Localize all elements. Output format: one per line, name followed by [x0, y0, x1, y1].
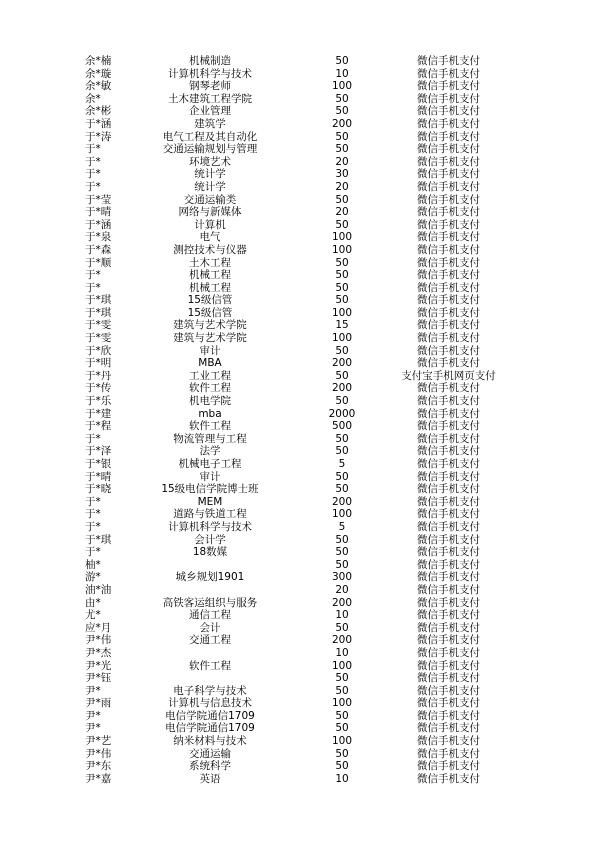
- major-cell: 建筑学: [194, 117, 226, 130]
- table-row: [80, 722, 520, 735]
- major-cell: 15级电信学院博士班: [161, 483, 259, 496]
- payment-method-cell: 微信手机支付: [417, 520, 480, 533]
- table-row: [80, 710, 520, 723]
- table-row: [80, 332, 520, 345]
- major-cell: 建筑与艺术学院: [173, 332, 247, 345]
- donor-name-cell: 于*森: [85, 243, 112, 256]
- payment-method-cell: 微信手机支付: [417, 697, 480, 710]
- payment-method-cell: 微信手机支付: [417, 470, 480, 483]
- payment-method-cell: 微信手机支付: [417, 80, 480, 93]
- table-row: [80, 282, 520, 295]
- payment-method-cell: 微信手机支付: [417, 659, 480, 672]
- donor-name-cell: 于*明: [85, 357, 112, 370]
- donor-name-cell: 于*: [85, 168, 101, 181]
- payment-method-cell: 微信手机支付: [417, 395, 480, 408]
- donor-name-cell: 于*: [85, 520, 101, 533]
- donation-table: [80, 55, 520, 785]
- amount-cell: 50: [335, 294, 349, 307]
- donor-name-cell: 于*程: [85, 420, 112, 433]
- major-cell: 交通运输规划与管理: [162, 143, 258, 156]
- donor-name-cell: 于*: [85, 180, 101, 193]
- major-cell: [125, 672, 295, 685]
- table-row: [80, 345, 520, 358]
- donor-name-cell: 余*璇: [85, 67, 112, 80]
- major-cell: 城乡规划1901: [175, 571, 245, 584]
- payment-method-cell: 微信手机支付: [417, 495, 480, 508]
- amount-cell: 10: [335, 67, 349, 80]
- table-row: [80, 685, 520, 698]
- payment-method-cell: 微信手机支付: [417, 306, 480, 319]
- major-cell: 建筑与艺术学院: [173, 319, 247, 332]
- amount-cell: 50: [335, 218, 349, 231]
- table-row: [80, 55, 520, 68]
- amount-cell: 100: [331, 243, 353, 256]
- table-row: [80, 408, 520, 421]
- amount-cell: 50: [335, 709, 349, 722]
- donor-name-cell: 余*彬: [85, 105, 112, 118]
- donor-name-cell: 由*: [85, 596, 101, 609]
- donor-name-cell: 于*琪: [85, 294, 112, 307]
- table-row: [80, 534, 520, 547]
- donor-name-cell: 游*: [85, 571, 101, 584]
- major-cell: 测控技术与仪器: [173, 243, 247, 256]
- payment-method-cell: 微信手机支付: [417, 420, 480, 433]
- amount-cell: 50: [335, 143, 349, 156]
- major-cell: 审计: [199, 470, 221, 483]
- payment-method-cell: 微信手机支付: [417, 546, 480, 559]
- donor-name-cell: 于*雯: [85, 319, 112, 332]
- payment-method-cell: 微信手机支付: [417, 231, 480, 244]
- donor-name-cell: 余*敏: [85, 80, 112, 93]
- major-cell: 交通运输类: [183, 193, 237, 206]
- table-row: [80, 521, 520, 534]
- major-cell: 软件工程: [189, 659, 231, 672]
- table-row: [80, 93, 520, 106]
- payment-method-cell: 微信手机支付: [417, 67, 480, 80]
- payment-method-cell: 微信手机支付: [417, 243, 480, 256]
- major-cell: 会计学: [194, 533, 226, 546]
- amount-cell: 50: [335, 432, 349, 445]
- amount-cell: 200: [331, 495, 353, 508]
- amount-cell: 50: [335, 621, 349, 634]
- table-row: [80, 156, 520, 169]
- major-cell: 软件工程: [189, 420, 231, 433]
- payment-method-cell: 微信手机支付: [417, 621, 480, 634]
- major-cell: 电信学院通信1709: [165, 722, 255, 735]
- major-cell: 交通工程: [189, 634, 231, 647]
- payment-method-cell: 微信手机支付: [417, 445, 480, 458]
- major-cell: 软件工程: [189, 382, 231, 395]
- amount-cell: 100: [331, 306, 353, 319]
- payment-method-cell: 微信手机支付: [417, 596, 480, 609]
- major-cell: 网络与新媒体: [178, 206, 242, 219]
- amount-cell: 20: [335, 583, 349, 596]
- table-row: [80, 206, 520, 219]
- amount-cell: 20: [335, 180, 349, 193]
- table-row: [80, 735, 520, 748]
- major-cell: MBA: [198, 357, 222, 370]
- payment-method-cell: 微信手机支付: [417, 105, 480, 118]
- donor-name-cell: 于*晓: [85, 483, 112, 496]
- major-cell: 电子科学与技术: [173, 684, 247, 697]
- table-row: [80, 118, 520, 131]
- donor-name-cell: 尹*光: [85, 659, 112, 672]
- payment-method-cell: 微信手机支付: [417, 357, 480, 370]
- payment-method-cell: 微信手机支付: [417, 432, 480, 445]
- payment-method-cell: 微信手机支付: [417, 735, 480, 748]
- table-row: [80, 433, 520, 446]
- amount-cell: 50: [335, 747, 349, 760]
- table-row: [80, 647, 520, 660]
- major-cell: 土木建筑工程学院: [168, 92, 252, 105]
- major-cell: 物流管理与工程: [173, 432, 247, 445]
- amount-cell: 50: [335, 558, 349, 571]
- payment-method-cell: 微信手机支付: [417, 332, 480, 345]
- payment-method-cell: 微信手机支付: [417, 155, 480, 168]
- amount-cell: 50: [335, 760, 349, 773]
- amount-cell: 200: [331, 382, 353, 395]
- amount-cell: 50: [335, 92, 349, 105]
- amount-cell: 50: [335, 445, 349, 458]
- donor-name-cell: 于*莹: [85, 193, 112, 206]
- table-row: [80, 559, 520, 572]
- amount-cell: 50: [335, 130, 349, 143]
- major-cell: 计算机科学与技术: [168, 520, 252, 533]
- amount-cell: 500: [331, 420, 353, 433]
- major-cell: [125, 584, 295, 597]
- table-row: [80, 357, 520, 370]
- donor-name-cell: 尹*: [85, 709, 101, 722]
- donor-name-cell: 于*乐: [85, 395, 112, 408]
- donor-name-cell: 于*传: [85, 382, 112, 395]
- amount-cell: 100: [331, 735, 353, 748]
- payment-method-cell: 微信手机支付: [417, 772, 480, 785]
- table-row: [80, 584, 520, 597]
- table-row: [80, 672, 520, 685]
- amount-cell: 50: [335, 269, 349, 282]
- major-cell: 统计学: [194, 180, 226, 193]
- payment-method-cell: 微信手机支付: [417, 269, 480, 282]
- donor-name-cell: 于*晴: [85, 206, 112, 219]
- payment-method-cell: 微信手机支付: [417, 294, 480, 307]
- major-cell: 纳米材料与技术: [173, 735, 247, 748]
- amount-cell: 50: [335, 483, 349, 496]
- major-cell: 通信工程: [189, 609, 231, 622]
- major-cell: 15级信管: [187, 294, 233, 307]
- donor-name-cell: 于*银: [85, 458, 112, 470]
- table-row: [80, 420, 520, 433]
- major-cell: 系统科学: [189, 760, 231, 773]
- amount-cell: 100: [331, 508, 353, 521]
- donor-name-cell: 于*建: [85, 407, 112, 420]
- payment-method-cell: 微信手机支付: [417, 583, 480, 596]
- donor-name-cell: 油*油: [85, 583, 112, 596]
- amount-cell: 200: [331, 596, 353, 609]
- table-row: [80, 80, 520, 93]
- table-row: [80, 748, 520, 761]
- payment-method-cell: 微信手机支付: [417, 458, 480, 470]
- major-cell: 18数媒: [192, 546, 228, 559]
- table-row: [80, 571, 520, 584]
- table-row: [80, 269, 520, 282]
- major-cell: 电气: [199, 231, 221, 244]
- table-row: [80, 131, 520, 144]
- table-row: [80, 773, 520, 786]
- amount-cell: 50: [335, 193, 349, 206]
- table-row: [80, 697, 520, 710]
- major-cell: MEM: [197, 495, 223, 508]
- table-row: [80, 622, 520, 635]
- donor-name-cell: 尹*杰: [85, 646, 112, 659]
- table-row: [80, 319, 520, 332]
- donor-name-cell: 于*晴: [85, 470, 112, 483]
- donor-name-cell: 尹*: [85, 684, 101, 697]
- table-row: [80, 445, 520, 458]
- table-row: [80, 634, 520, 647]
- major-cell: 机电学院: [189, 395, 231, 408]
- major-cell: 机械工程: [189, 281, 231, 294]
- donor-name-cell: 于*欣: [85, 344, 112, 357]
- major-cell: 法学: [199, 445, 221, 458]
- table-row: [80, 382, 520, 395]
- payment-method-cell: 微信手机支付: [417, 319, 480, 332]
- payment-method-cell: 微信手机支付: [417, 684, 480, 697]
- table-row: [80, 395, 520, 408]
- payment-method-cell: 微信手机支付: [417, 180, 480, 193]
- amount-cell: 50: [335, 722, 349, 735]
- payment-method-cell: 支付宝手机网页支付: [401, 369, 496, 382]
- amount-cell: 5: [338, 458, 346, 470]
- amount-cell: 200: [331, 117, 353, 130]
- payment-method-cell: 微信手机支付: [417, 609, 480, 622]
- major-cell: 道路与铁道工程: [173, 508, 247, 521]
- amount-cell: 50: [335, 395, 349, 408]
- payment-method-cell: 微信手机支付: [417, 168, 480, 181]
- amount-cell: 50: [335, 684, 349, 697]
- payment-method-cell: 微信手机支付: [417, 722, 480, 735]
- table-row: [80, 307, 520, 320]
- amount-cell: 2000: [328, 407, 356, 420]
- amount-cell: 50: [335, 55, 349, 67]
- amount-cell: 50: [335, 281, 349, 294]
- major-cell: 英语: [199, 772, 221, 785]
- payment-method-cell: 微信手机支付: [417, 533, 480, 546]
- donor-name-cell: 于*顺: [85, 256, 112, 269]
- donor-name-cell: 于*: [85, 495, 101, 508]
- table-row: [80, 546, 520, 559]
- major-cell: 审计: [199, 344, 221, 357]
- donor-name-cell: 尹*钰: [85, 672, 112, 685]
- payment-method-cell: 微信手机支付: [417, 143, 480, 156]
- amount-cell: 50: [335, 344, 349, 357]
- donor-name-cell: 尹*艺: [85, 735, 112, 748]
- table-row: [80, 181, 520, 194]
- payment-method-cell: 微信手机支付: [417, 646, 480, 659]
- major-cell: 机械制造: [189, 55, 231, 67]
- table-row: [80, 458, 520, 471]
- payment-method-cell: 微信手机支付: [417, 407, 480, 420]
- table-row: [80, 609, 520, 622]
- amount-cell: 50: [335, 105, 349, 118]
- major-cell: 会计: [199, 621, 221, 634]
- amount-cell: 100: [331, 231, 353, 244]
- major-cell: 电气工程及其自动化: [162, 130, 258, 143]
- payment-method-cell: 微信手机支付: [417, 92, 480, 105]
- donor-name-cell: 尹*雨: [85, 697, 112, 710]
- amount-cell: 300: [331, 571, 353, 584]
- table-row: [80, 244, 520, 257]
- donor-name-cell: 柚*: [85, 558, 101, 571]
- amount-cell: 50: [335, 672, 349, 685]
- table-row: [80, 143, 520, 156]
- donor-name-cell: 于*泉: [85, 231, 112, 244]
- donor-name-cell: 于*: [85, 281, 101, 294]
- donor-name-cell: 应*月: [85, 621, 112, 634]
- donor-name-cell: 于*琪: [85, 306, 112, 319]
- table-row: [80, 194, 520, 207]
- table-row: [80, 597, 520, 610]
- major-cell: [125, 647, 295, 660]
- amount-cell: 200: [331, 357, 353, 370]
- table-row: [80, 471, 520, 484]
- donor-name-cell: 于*涛: [85, 130, 112, 143]
- major-cell: 统计学: [194, 168, 226, 181]
- major-cell: 工业工程: [189, 369, 231, 382]
- table-row: [80, 496, 520, 509]
- donor-name-cell: 尹*伟: [85, 747, 112, 760]
- amount-cell: 200: [331, 634, 353, 647]
- payment-method-cell: 微信手机支付: [417, 55, 480, 67]
- table-row: [80, 68, 520, 81]
- donor-name-cell: 于*雯: [85, 332, 112, 345]
- major-cell: 机械电子工程: [178, 458, 242, 470]
- table-row: [80, 370, 520, 383]
- amount-cell: 10: [335, 772, 349, 785]
- amount-cell: 100: [331, 697, 353, 710]
- table-row: [80, 168, 520, 181]
- donor-name-cell: 余*楠: [85, 55, 112, 67]
- major-cell: 计算机: [194, 218, 226, 231]
- donor-name-cell: 尹*伟: [85, 634, 112, 647]
- major-cell: [125, 559, 295, 572]
- payment-method-cell: 微信手机支付: [417, 483, 480, 496]
- amount-cell: 50: [335, 533, 349, 546]
- payment-method-cell: 微信手机支付: [417, 571, 480, 584]
- major-cell: 土木工程: [189, 256, 231, 269]
- major-cell: 计算机与信息技术: [168, 697, 252, 710]
- major-cell: 15级信管: [187, 306, 233, 319]
- donor-name-cell: 于*涵: [85, 218, 112, 231]
- donor-name-cell: 于*: [85, 432, 101, 445]
- payment-method-cell: 微信手机支付: [417, 256, 480, 269]
- amount-cell: 10: [335, 609, 349, 622]
- payment-method-cell: 微信手机支付: [417, 117, 480, 130]
- amount-cell: 5: [338, 520, 346, 533]
- payment-method-cell: 微信手机支付: [417, 344, 480, 357]
- donor-name-cell: 于*: [85, 155, 101, 168]
- donor-name-cell: 余*: [85, 92, 101, 105]
- payment-method-cell: 微信手机支付: [417, 130, 480, 143]
- table-row: [80, 760, 520, 773]
- major-cell: 计算机科学与技术: [168, 67, 252, 80]
- table-row: [80, 294, 520, 307]
- payment-method-cell: 微信手机支付: [417, 382, 480, 395]
- major-cell: 钢琴老师: [189, 80, 231, 93]
- donor-name-cell: 于*: [85, 508, 101, 521]
- donor-name-cell: 尤*: [85, 609, 101, 622]
- donor-name-cell: 于*丹: [85, 369, 112, 382]
- donor-name-cell: 于*: [85, 546, 101, 559]
- table-row: [80, 257, 520, 270]
- payment-method-cell: 微信手机支付: [417, 760, 480, 773]
- major-cell: 企业管理: [189, 105, 231, 118]
- major-cell: 环境艺术: [189, 155, 231, 168]
- amount-cell: 50: [335, 546, 349, 559]
- major-cell: mba: [198, 407, 222, 420]
- donor-name-cell: 于*: [85, 269, 101, 282]
- donor-name-cell: 尹*: [85, 722, 101, 735]
- payment-method-cell: 微信手机支付: [417, 634, 480, 647]
- donor-name-cell: 尹*嘉: [85, 772, 112, 785]
- payment-method-cell: 微信手机支付: [417, 709, 480, 722]
- donor-name-cell: 于*: [85, 143, 101, 156]
- amount-cell: 20: [335, 206, 349, 219]
- table-row: [80, 231, 520, 244]
- amount-cell: 50: [335, 256, 349, 269]
- major-cell: 交通运输: [189, 747, 231, 760]
- donor-name-cell: 于*琪: [85, 533, 112, 546]
- amount-cell: 100: [331, 332, 353, 345]
- payment-method-cell: 微信手机支付: [417, 206, 480, 219]
- major-cell: 高铁客运组织与服务: [162, 596, 258, 609]
- table-row: [80, 508, 520, 521]
- payment-method-cell: 微信手机支付: [417, 281, 480, 294]
- major-cell: 机械工程: [189, 269, 231, 282]
- table-row: [80, 483, 520, 496]
- amount-cell: 20: [335, 155, 349, 168]
- amount-cell: 10: [335, 646, 349, 659]
- donor-name-cell: 于*泽: [85, 445, 112, 458]
- payment-method-cell: 微信手机支付: [417, 508, 480, 521]
- amount-cell: 100: [331, 80, 353, 93]
- payment-method-cell: 微信手机支付: [417, 218, 480, 231]
- payment-method-cell: 微信手机支付: [417, 558, 480, 571]
- payment-method-cell: 微信手机支付: [417, 672, 480, 685]
- donor-name-cell: 尹*东: [85, 760, 112, 773]
- major-cell: 电信学院通信1709: [165, 709, 255, 722]
- table-row: [80, 105, 520, 118]
- payment-method-cell: 微信手机支付: [417, 193, 480, 206]
- amount-cell: 15: [335, 319, 349, 332]
- amount-cell: 100: [331, 659, 353, 672]
- table-row: [80, 660, 520, 673]
- donor-name-cell: 于*涵: [85, 117, 112, 130]
- amount-cell: 30: [335, 168, 349, 181]
- amount-cell: 50: [335, 470, 349, 483]
- payment-method-cell: 微信手机支付: [417, 747, 480, 760]
- table-row: [80, 219, 520, 232]
- amount-cell: 50: [335, 369, 349, 382]
